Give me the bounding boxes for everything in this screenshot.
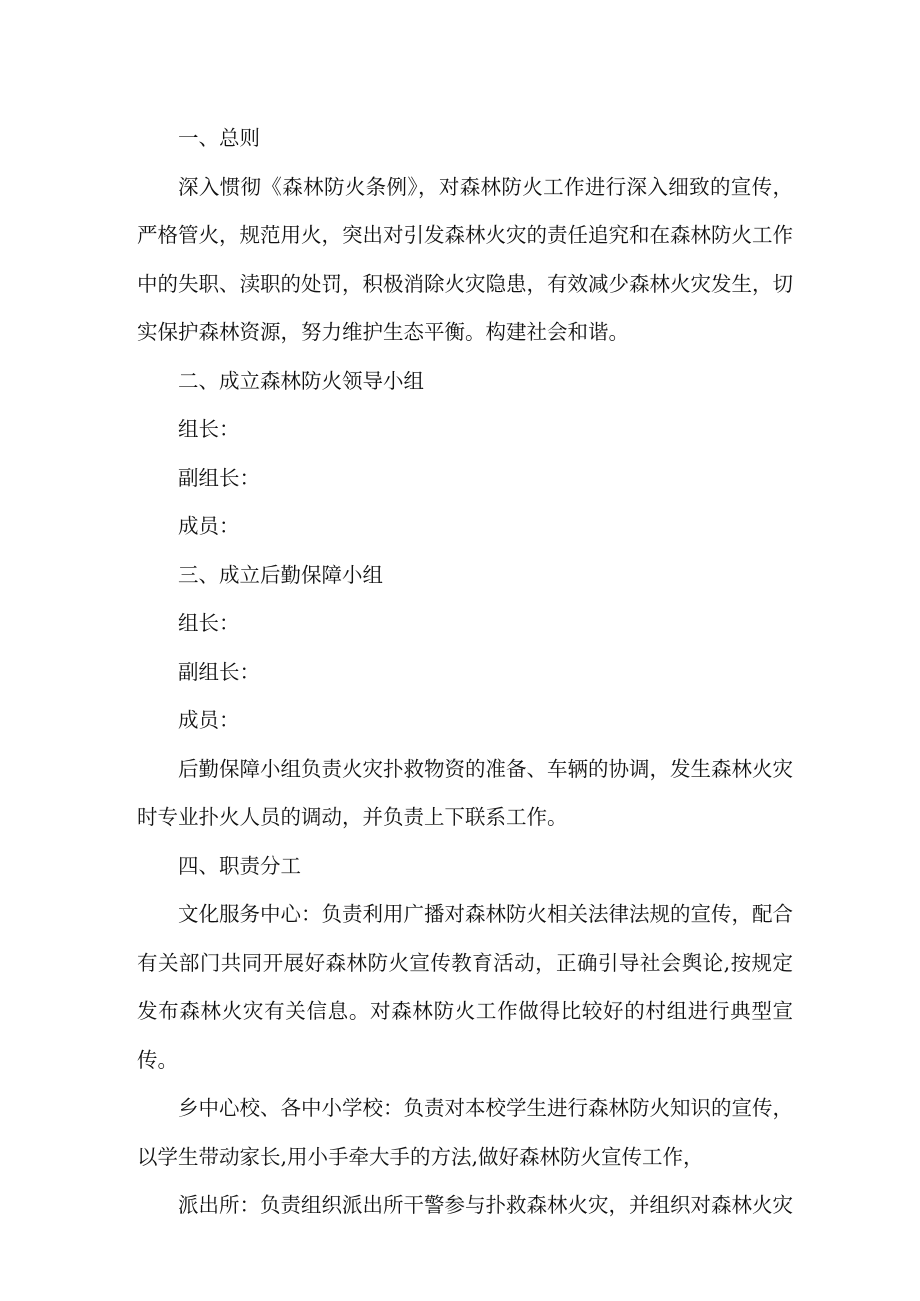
logistics-group-deputy-leader: 副组长： (178, 659, 260, 684)
document-body (137, 114, 793, 1230)
section-heading-general: 一、总则 (178, 126, 260, 150)
paragraph-general-intro: 深入惯彻《森林防火条例》，对森林防火工作进行深入细致的宣传，严格管火，规范用火，突出对引发森林火灾的责任追究和在森林防火工作中的失职、渎职的处罚，积极消除火灾隐患，有效减少森林火灾发生，切实保护森林资源，努力维护生态平衡。构建社会和谐。 (137, 174, 793, 344)
section-heading-leadership-group: 二、成立森林防火领导小组 (178, 368, 424, 393)
section-heading-responsibilities: 四、职责分工 (178, 853, 301, 878)
paragraph-police-station-duties: 派出所：负责组织派出所干警参与扑救森林火灾，并组织对森林火灾 (178, 1193, 793, 1217)
paragraph-schools-duties: 乡中心校、各中小学校：负责对本校学生进行森林防火知识的宣传，以学生带动家长,用小手牵大手的方法,做好森林防火宣传工作， (137, 1096, 793, 1169)
logistics-group-members: 成员： (178, 708, 240, 732)
paragraph-logistics-duties: 后勤保障小组负责火灾扑救物资的准备、车辆的协调，发生森林火灾时专业扑火人员的调动，并负责上下联系工作。 (137, 756, 793, 829)
section-heading-logistics-group: 三、成立后勤保障小组 (178, 562, 383, 587)
leadership-group-deputy-leader: 副组长： (178, 465, 260, 490)
logistics-group-leader: 组长： (178, 611, 240, 635)
leadership-group-leader: 组长： (178, 417, 240, 441)
leadership-group-members: 成员： (178, 514, 240, 538)
paragraph-culture-center-duties: 文化服务中心：负责利用广播对森林防火相关法律法规的宣传，配合有关部门共同开展好森林防火宣传教育活动，正确引导社会舆论,按规定发布森林火灾有关信息。对森林防火工作做得比较好的村组进行典型宣传。 (137, 902, 793, 1072)
